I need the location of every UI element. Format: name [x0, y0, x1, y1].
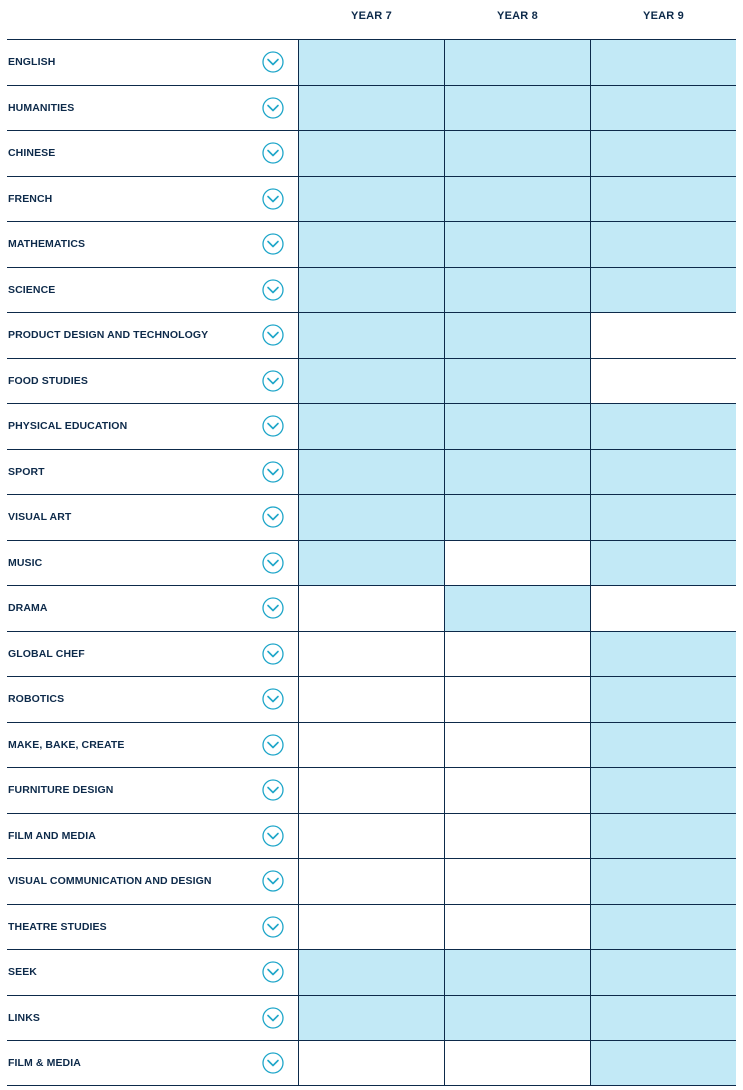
chevron-down-icon — [262, 961, 284, 983]
table-header — [0, 0, 743, 39]
chevron-down-icon — [262, 916, 284, 938]
expand-subject-button[interactable] — [262, 643, 284, 665]
subject-cell — [7, 268, 299, 313]
year-8-cell — [445, 768, 591, 813]
expand-subject-button[interactable] — [262, 142, 284, 164]
year-9-cell — [591, 450, 736, 495]
table-row — [7, 449, 736, 495]
subject-cell — [7, 495, 299, 540]
chevron-down-icon — [262, 324, 284, 346]
year-7-cell — [299, 404, 445, 449]
year-7-cell — [299, 86, 445, 131]
subject-cell — [7, 950, 299, 995]
expand-subject-button[interactable] — [262, 870, 284, 892]
table-row — [7, 494, 736, 540]
expand-subject-button[interactable] — [262, 415, 284, 437]
expand-subject-button[interactable] — [262, 779, 284, 801]
year-9-cell — [591, 768, 736, 813]
chevron-down-icon — [262, 825, 284, 847]
year-9-cell — [591, 268, 736, 313]
chevron-down-icon — [262, 142, 284, 164]
subject-label: FURNITURE DESIGN — [8, 784, 114, 796]
chevron-down-icon — [262, 370, 284, 392]
subject-cell — [7, 222, 299, 267]
expand-subject-button[interactable] — [262, 51, 284, 73]
subject-label: THEATRE STUDIES — [8, 920, 107, 933]
year-9-cell — [591, 222, 736, 267]
subject-cell — [7, 768, 299, 813]
table-row — [7, 631, 736, 677]
chevron-down-icon — [262, 597, 284, 619]
year-8-cell — [445, 1041, 591, 1085]
subject-cell — [7, 450, 299, 495]
year-7-cell — [299, 131, 445, 176]
expand-subject-button[interactable] — [262, 552, 284, 574]
year-7-cell — [299, 450, 445, 495]
chevron-down-icon — [262, 1007, 284, 1029]
year-9-cell — [591, 40, 736, 85]
year-9-cell — [591, 905, 736, 950]
year-7-cell — [299, 996, 445, 1041]
chevron-down-icon — [262, 188, 284, 210]
expand-subject-button[interactable] — [262, 961, 284, 983]
year-8-cell — [445, 723, 591, 768]
subject-label: ROBOTICS — [8, 693, 65, 705]
year-8-cell — [445, 541, 591, 586]
year-9-cell — [591, 723, 736, 768]
table-row — [7, 540, 736, 586]
subject-cell — [7, 177, 299, 222]
table-row — [7, 858, 736, 904]
subject-label: FOOD STUDIES — [8, 374, 88, 387]
table-row — [7, 358, 736, 404]
table-row — [7, 39, 736, 85]
chevron-down-icon — [262, 1052, 284, 1074]
subject-cell — [7, 131, 299, 176]
table-row — [7, 813, 736, 859]
subject-cell — [7, 586, 299, 631]
year-7-cell — [299, 859, 445, 904]
year-8-cell — [445, 905, 591, 950]
chevron-down-icon — [262, 233, 284, 255]
year-8-cell — [445, 450, 591, 495]
year-9-cell — [591, 632, 736, 677]
table-row — [7, 949, 736, 995]
subject-label: GLOBAL CHEF — [8, 647, 85, 660]
subject-cell — [7, 86, 299, 131]
subject-label: VISUAL COMMUNICATION AND DESIGN — [8, 875, 212, 887]
year-9-cell — [591, 1041, 736, 1085]
year-8-cell — [445, 131, 591, 176]
year-7-cell — [299, 222, 445, 267]
subject-cell — [7, 814, 299, 859]
chevron-down-icon — [262, 51, 284, 73]
chevron-down-icon — [262, 552, 284, 574]
table-row — [7, 676, 736, 722]
year-8-cell — [445, 859, 591, 904]
subject-label: VISUAL ART — [8, 511, 72, 523]
subject-cell — [7, 859, 299, 904]
year-7-cell — [299, 814, 445, 859]
year-8-cell — [445, 677, 591, 722]
year-7-cell — [299, 586, 445, 631]
subject-label: ENGLISH — [8, 56, 56, 68]
table-row — [7, 176, 736, 222]
expand-subject-button[interactable] — [262, 188, 284, 210]
year-8-cell — [445, 177, 591, 222]
table-row — [7, 403, 736, 449]
table-row — [7, 722, 736, 768]
subject-cell — [7, 996, 299, 1041]
chevron-down-icon — [262, 279, 284, 301]
chevron-down-icon — [262, 461, 284, 483]
table-row — [7, 904, 736, 950]
expand-subject-button[interactable] — [262, 324, 284, 346]
table-row — [7, 221, 736, 267]
year-9-cell — [591, 814, 736, 859]
subject-cell — [7, 541, 299, 586]
subject-label: MAKE, BAKE, CREATE — [8, 738, 125, 751]
subject-cell — [7, 723, 299, 768]
year-8-cell — [445, 222, 591, 267]
year-8-cell — [445, 814, 591, 859]
year-8-cell — [445, 40, 591, 85]
year-9-cell — [591, 404, 736, 449]
year-9-cell — [591, 996, 736, 1041]
table-row — [7, 1040, 736, 1086]
table-row — [7, 267, 736, 313]
table-row — [7, 585, 736, 631]
subject-cell — [7, 905, 299, 950]
expand-subject-button[interactable] — [262, 916, 284, 938]
subject-label: SPORT — [8, 465, 45, 478]
year-8-cell — [445, 86, 591, 131]
column-header-year-8: YEAR 8 — [497, 10, 538, 22]
subject-label: LINKS — [8, 1011, 40, 1024]
year-7-cell — [299, 723, 445, 768]
subject-cell — [7, 1041, 299, 1085]
subject-cell — [7, 632, 299, 677]
chevron-down-icon — [262, 870, 284, 892]
column-header-year-7: YEAR 7 — [351, 10, 392, 22]
expand-subject-button[interactable] — [262, 597, 284, 619]
year-8-cell — [445, 632, 591, 677]
year-8-cell — [445, 996, 591, 1041]
year-8-cell — [445, 586, 591, 631]
chevron-down-icon — [262, 506, 284, 528]
year-8-cell — [445, 950, 591, 995]
year-7-cell — [299, 177, 445, 222]
subject-label: DRAMA — [8, 602, 48, 614]
year-9-cell — [591, 495, 736, 540]
subject-label: SEEK — [8, 966, 37, 978]
expand-subject-button[interactable] — [262, 688, 284, 710]
year-9-cell — [591, 677, 736, 722]
table-row — [7, 312, 736, 358]
year-7-cell — [299, 495, 445, 540]
year-9-cell — [591, 177, 736, 222]
expand-subject-button[interactable] — [262, 1007, 284, 1029]
chevron-down-icon — [262, 643, 284, 665]
expand-subject-button[interactable] — [262, 461, 284, 483]
subject-label: FILM & MEDIA — [8, 1057, 81, 1069]
year-9-cell — [591, 586, 736, 631]
year-9-cell — [591, 859, 736, 904]
table-row — [7, 995, 736, 1041]
table-row — [7, 767, 736, 813]
table-row — [7, 85, 736, 131]
year-9-cell — [591, 359, 736, 404]
subject-label: FRENCH — [8, 192, 53, 205]
expand-subject-button[interactable] — [262, 97, 284, 119]
chevron-down-icon — [262, 415, 284, 437]
year-7-cell — [299, 359, 445, 404]
chevron-down-icon — [262, 779, 284, 801]
subject-label: MUSIC — [8, 556, 43, 569]
year-9-cell — [591, 131, 736, 176]
subject-cell — [7, 677, 299, 722]
expand-subject-button[interactable] — [262, 370, 284, 392]
subject-label: SCIENCE — [8, 283, 56, 296]
table-row — [7, 130, 736, 176]
subject-label: MATHEMATICS — [8, 238, 86, 250]
chevron-down-icon — [262, 734, 284, 756]
subject-cell — [7, 404, 299, 449]
subject-label: PHYSICAL EDUCATION — [8, 420, 128, 432]
year-8-cell — [445, 313, 591, 358]
year-8-cell — [445, 359, 591, 404]
year-9-cell — [591, 86, 736, 131]
year-8-cell — [445, 495, 591, 540]
expand-subject-button[interactable] — [262, 279, 284, 301]
subject-cell — [7, 359, 299, 404]
year-9-cell — [591, 541, 736, 586]
subject-label: HUMANITIES — [8, 101, 75, 114]
expand-subject-button[interactable] — [262, 825, 284, 847]
subject-label: PRODUCT DESIGN AND TECHNOLOGY — [8, 329, 209, 341]
expand-subject-button[interactable] — [262, 1052, 284, 1074]
year-9-cell — [591, 950, 736, 995]
year-9-cell — [591, 313, 736, 358]
subject-table — [7, 39, 736, 1086]
expand-subject-button[interactable] — [262, 734, 284, 756]
year-7-cell — [299, 677, 445, 722]
year-8-cell — [445, 404, 591, 449]
year-7-cell — [299, 313, 445, 358]
year-7-cell — [299, 1041, 445, 1085]
year-7-cell — [299, 905, 445, 950]
subject-label: FILM AND MEDIA — [8, 829, 96, 842]
year-7-cell — [299, 541, 445, 586]
year-8-cell — [445, 268, 591, 313]
year-7-cell — [299, 632, 445, 677]
column-header-year-9: YEAR 9 — [643, 10, 684, 22]
subject-cell — [7, 40, 299, 85]
subject-cell — [7, 313, 299, 358]
chevron-down-icon — [262, 97, 284, 119]
year-7-cell — [299, 268, 445, 313]
year-7-cell — [299, 950, 445, 995]
expand-subject-button[interactable] — [262, 506, 284, 528]
year-7-cell — [299, 40, 445, 85]
year-7-cell — [299, 768, 445, 813]
chevron-down-icon — [262, 688, 284, 710]
subject-label: CHINESE — [8, 147, 56, 159]
expand-subject-button[interactable] — [262, 233, 284, 255]
